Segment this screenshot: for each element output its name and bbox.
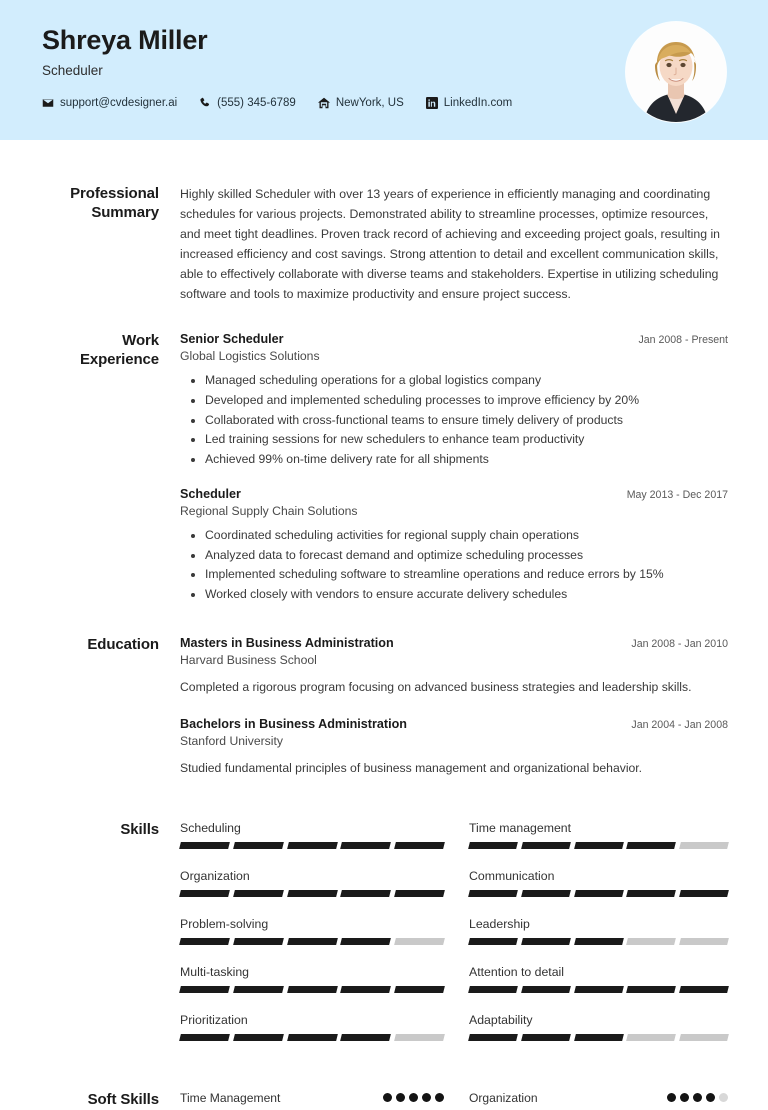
skill-bar-segment: [233, 842, 284, 849]
skill-bar-segment: [574, 890, 624, 897]
envelope-icon: [42, 97, 54, 109]
contact-phone[interactable]: [199, 97, 296, 109]
skill-bar-segment: [287, 1034, 338, 1041]
contact-email-label: support@cvdesigner.ai: [60, 96, 178, 109]
skill-bar-segment: [394, 938, 445, 945]
skill-item: [469, 917, 728, 965]
section-education: [40, 608, 728, 783]
skill-bar-segment: [574, 842, 624, 849]
skill-bar-segment: [521, 890, 571, 897]
skill-bar-segment: [179, 890, 230, 897]
soft-skill-rating: [383, 1093, 444, 1102]
section-soft-skills: [40, 1061, 728, 1110]
work-entry-bullets: [180, 371, 728, 468]
list-item: • Coordinated scheduling activities for regional supply chain operations: [205, 526, 728, 545]
resume-body: [0, 140, 768, 1110]
rating-dot: [383, 1093, 392, 1102]
rating-dot: [396, 1093, 405, 1102]
skill-level-bar: [469, 986, 728, 993]
section-label-summary: Professional Summary: [70, 185, 159, 221]
soft-skill-name: Time Management: [180, 1090, 281, 1105]
skill-name: Prioritization: [180, 1012, 248, 1027]
rating-dot: [706, 1093, 715, 1102]
education-entry: [180, 717, 728, 778]
work-entry-org: Global Logistics Solutions: [180, 349, 320, 364]
candidate-job-title: Scheduler: [42, 62, 103, 78]
skill-bar-segment: [233, 938, 284, 945]
contact-linkedin[interactable]: [426, 97, 512, 109]
work-entry-date: Jan 2008 - Present: [638, 334, 728, 347]
skill-name: Time management: [469, 820, 572, 835]
section-professional-summary: [40, 140, 728, 304]
skill-bar-segment: [468, 1034, 518, 1041]
skill-level-bar: [180, 890, 444, 897]
avatar: [626, 22, 726, 122]
soft-skill-rating: [667, 1093, 728, 1102]
contact-email[interactable]: [42, 97, 177, 109]
skill-bar-segment: [679, 890, 729, 897]
skill-name: Communication: [469, 868, 555, 883]
skill-bar-segment: [233, 986, 284, 993]
skill-bar-segment: [179, 1034, 230, 1041]
skill-level-bar: [469, 938, 728, 945]
list-item: • Worked closely with vendors to ensure accurate delivery schedules: [205, 585, 728, 604]
skill-name: Leadership: [469, 916, 530, 931]
skill-bar-segment: [627, 842, 677, 849]
skill-bar-segment: [341, 842, 392, 849]
education-entry-desc: Completed a rigorous program focusing on advanced business strategies and leadership skills.: [180, 680, 692, 695]
skill-item: [469, 1013, 728, 1061]
rating-dot: [680, 1093, 689, 1102]
skill-bar-segment: [179, 986, 230, 993]
skill-bar-segment: [468, 890, 518, 897]
skill-bar-segment: [627, 986, 677, 993]
skill-bar-segment: [574, 1034, 624, 1041]
skill-name: Adaptability: [469, 1012, 533, 1027]
list-item: • Developed and implemented scheduling processes to improve efficiency by 20%: [205, 391, 728, 410]
list-item: • Implemented scheduling software to streamline operations and reduce errors by 15%: [205, 565, 728, 584]
soft-skill-item: [180, 1091, 444, 1105]
contact-location[interactable]: [318, 97, 404, 109]
skill-name: Organization: [180, 868, 250, 883]
phone-icon: [199, 97, 211, 109]
section-label-education: Education: [87, 636, 159, 654]
skill-bar-segment: [394, 890, 445, 897]
list-item: • Managed scheduling operations for a global logistics company: [205, 371, 728, 390]
skill-bar-segment: [679, 938, 729, 945]
section-label-soft-skills: Soft Skills: [87, 1090, 159, 1108]
skill-bar-segment: [574, 938, 624, 945]
rating-dot: [719, 1093, 728, 1102]
section-skills: [40, 783, 728, 1061]
skill-level-bar: [180, 842, 444, 849]
skill-bar-segment: [287, 938, 338, 945]
skill-bar-segment: [287, 986, 338, 993]
section-label-skills: Skills: [120, 820, 159, 838]
skill-bar-segment: [468, 938, 518, 945]
skill-name: Scheduling: [180, 820, 241, 835]
education-entry-org: Stanford University: [180, 733, 283, 748]
education-entry-date: Jan 2008 - Jan 2010: [631, 638, 728, 651]
skill-item: [180, 821, 444, 869]
skill-level-bar: [469, 1034, 728, 1041]
soft-skill-item: [469, 1091, 728, 1105]
contact-row: [42, 97, 512, 109]
rating-dot: [667, 1093, 676, 1102]
skill-bar-segment: [627, 1034, 677, 1041]
skill-bar-segment: [179, 842, 230, 849]
skill-bar-segment: [287, 842, 338, 849]
skill-bar-segment: [679, 842, 729, 849]
skill-bar-segment: [679, 986, 729, 993]
skill-level-bar: [180, 1034, 444, 1041]
soft-skills-grid: [180, 1091, 728, 1105]
work-entry-title: Senior Scheduler: [180, 332, 284, 347]
skill-bar-segment: [679, 1034, 729, 1041]
skill-bar-segment: [574, 986, 624, 993]
work-entry-bullets: [180, 526, 728, 603]
work-entry: [180, 487, 728, 603]
skill-item: [180, 869, 444, 917]
list-item: • Achieved 99% on-time delivery rate for all shipments: [205, 450, 728, 469]
contact-phone-label: (555) 345-6789: [217, 96, 296, 109]
skill-item: [469, 821, 728, 869]
work-entry: [180, 332, 728, 468]
header-identity: [42, 26, 512, 109]
list-item: • Led training sessions for new schedulers to enhance team productivity: [205, 430, 728, 449]
list-item: • Analyzed data to forecast demand and optimize scheduling processes: [205, 546, 728, 565]
skill-level-bar: [469, 842, 728, 849]
skill-bar-segment: [521, 842, 571, 849]
skill-item: [180, 1013, 444, 1061]
skill-level-bar: [180, 986, 444, 993]
linkedin-icon: [426, 97, 438, 109]
candidate-name: Shreya Miller: [42, 25, 208, 55]
education-entry-title: Bachelors in Business Administration: [180, 716, 407, 731]
skill-item: [469, 965, 728, 1013]
work-entry-org: Regional Supply Chain Solutions: [180, 504, 358, 519]
work-entry-date: May 2013 - Dec 2017: [626, 489, 728, 502]
contact-linkedin-label: LinkedIn.com: [443, 96, 513, 109]
education-entry-desc: Studied fundamental principles of business management and organizational behavior.: [180, 760, 643, 775]
skill-bar-segment: [341, 938, 392, 945]
skill-item: [180, 917, 444, 965]
resume-header: [0, 0, 768, 140]
rating-dot: [422, 1093, 431, 1102]
skill-bar-segment: [341, 1034, 392, 1041]
skill-name: Attention to detail: [469, 964, 565, 979]
skill-name: Problem-solving: [180, 916, 269, 931]
skill-bar-segment: [521, 938, 571, 945]
skill-item: [180, 965, 444, 1013]
skill-bar-segment: [341, 986, 392, 993]
work-entry-title: Scheduler: [180, 487, 241, 502]
skill-bar-segment: [468, 842, 518, 849]
home-icon: [318, 97, 330, 109]
education-entry-date: Jan 2004 - Jan 2008: [631, 718, 728, 731]
rating-dot: [435, 1093, 444, 1102]
list-item: • Collaborated with cross-functional teams to ensure timely delivery of products: [205, 411, 728, 430]
section-work-experience: [40, 304, 728, 608]
skill-bar-segment: [394, 842, 445, 849]
soft-skill-name: Organization: [469, 1090, 538, 1105]
skill-bar-segment: [627, 890, 677, 897]
summary-text: Highly skilled Scheduler with over 13 years of experience in efficiently managing and coordinating schedules for various projects. Demonstrated ability to streamline processes, optimize resources, and meet tight deadlines. Proven track record of achieving and exceeding project goals, resulting in increased efficiency and cost savings. Strong attention to detail and excellent communication skills, able to effectively collaborate with diverse teams and stakeholders. Expertise in utilizing scheduling software and tools to maximize productivity and ensure project success.: [180, 187, 721, 301]
education-entry: [180, 636, 728, 697]
rating-dot: [409, 1093, 418, 1102]
rating-dot: [693, 1093, 702, 1102]
skill-level-bar: [180, 938, 444, 945]
skill-level-bar: [469, 890, 728, 897]
skill-bar-segment: [179, 938, 230, 945]
skill-bar-segment: [287, 890, 338, 897]
skill-bar-segment: [468, 986, 518, 993]
skill-name: Multi-tasking: [180, 964, 250, 979]
skill-bar-segment: [521, 1034, 571, 1041]
skills-grid: [180, 821, 728, 1061]
skill-bar-segment: [233, 890, 284, 897]
skill-item: [469, 869, 728, 917]
skill-bar-segment: [521, 986, 571, 993]
skill-bar-segment: [233, 1034, 284, 1041]
education-entry-title: Masters in Business Administration: [180, 636, 394, 651]
skill-bar-segment: [627, 938, 677, 945]
section-label-work: Work Experience: [79, 332, 159, 369]
skill-bar-segment: [394, 986, 445, 993]
skill-bar-segment: [341, 890, 392, 897]
education-entry-org: Harvard Business School: [180, 653, 317, 668]
contact-location-label: NewYork, US: [335, 96, 404, 109]
skill-bar-segment: [394, 1034, 445, 1041]
